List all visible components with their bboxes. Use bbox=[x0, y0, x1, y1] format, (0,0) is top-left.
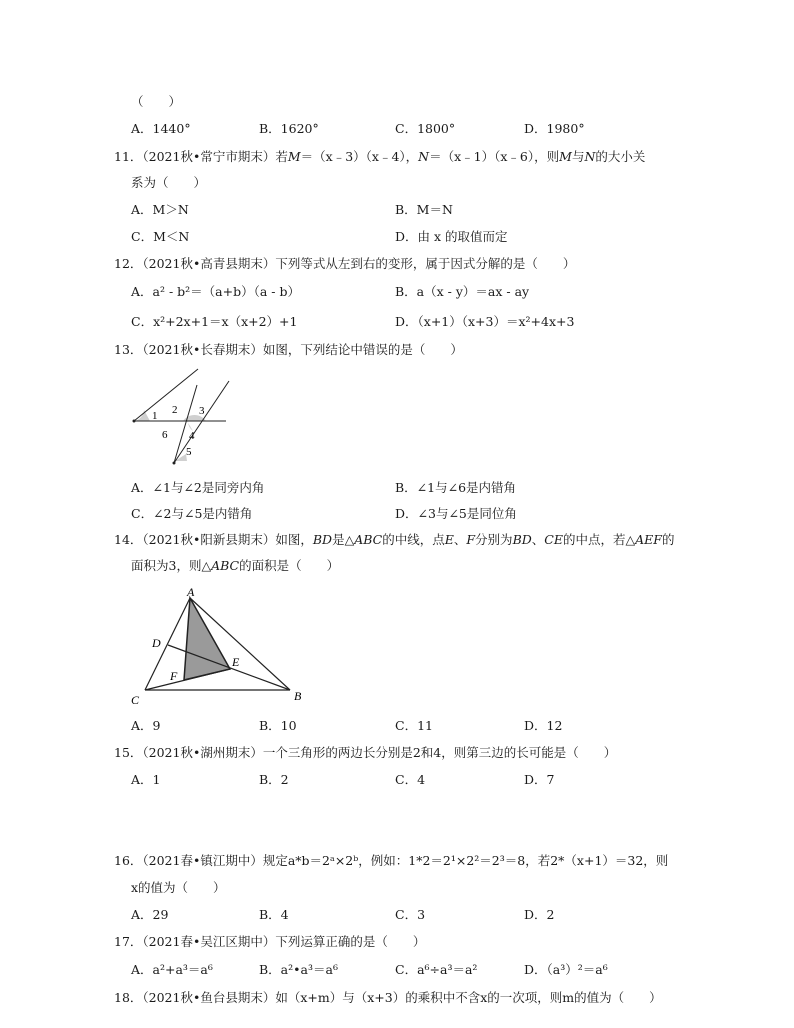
q16-option-d: D．2 bbox=[524, 907, 555, 922]
q13-label-5: 5 bbox=[186, 446, 192, 458]
q12-option-d: D．（x+1）（x+3）＝x²+4x+3 bbox=[395, 314, 575, 329]
q13-label-6: 6 bbox=[162, 429, 168, 441]
q13-option-d: D．∠3与∠5是同位角 bbox=[395, 506, 517, 521]
q13-option-c: C．∠2与∠5是内错角 bbox=[131, 506, 253, 521]
q14-label-b: B bbox=[294, 689, 302, 703]
q15-option-a: A．1 bbox=[131, 772, 161, 787]
q17-option-d: D．（a³）²＝a⁶ bbox=[524, 962, 608, 977]
q10-continuation: （ ） bbox=[131, 94, 182, 109]
q11-option-b: B．M＝N bbox=[395, 202, 453, 217]
q16-stem-continuation: x的值为（ ） bbox=[131, 880, 226, 895]
q14-option-b: B．10 bbox=[259, 718, 297, 733]
q11-option-a: A．M＞N bbox=[131, 202, 189, 217]
q13-stem: 13．（2021秋•长春期末）如图，下列结论中错误的是（ ） bbox=[114, 342, 463, 357]
q14-label-a: A bbox=[187, 585, 195, 599]
q14-label-e: E bbox=[232, 655, 240, 669]
q14-option-d: D．12 bbox=[524, 718, 563, 733]
q11-option-d: D．由 x 的取值而定 bbox=[395, 229, 508, 244]
q17-option-b: B．a²•a³＝a⁶ bbox=[259, 962, 338, 977]
q14-option-c: C．11 bbox=[395, 718, 433, 733]
q10-option-a: A．1440° bbox=[131, 121, 191, 136]
q16-option-b: B．4 bbox=[259, 907, 289, 922]
q13-option-b: B．∠1与∠6是内错角 bbox=[395, 480, 517, 495]
q15-stem: 15．（2021秋•湖州期末）一个三角形的两边长分别是2和4，则第三边的长可能是（ ） bbox=[114, 745, 617, 760]
q13-angle-figure bbox=[126, 365, 236, 467]
q17-stem: 17．（2021春•吴江区期中）下列运算正确的是（ ） bbox=[114, 934, 426, 949]
q16-option-c: C．3 bbox=[395, 907, 426, 922]
q14-label-d: D bbox=[152, 636, 161, 650]
q13-label-1: 1 bbox=[152, 410, 158, 422]
q13-option-a: A．∠1与∠2是同旁内角 bbox=[131, 480, 265, 495]
q11-stem: 11．（2021秋•常宁市期末）若M＝（x﹣3）（x﹣4），N＝（x﹣1）（x﹣6），则M与N的大小关 bbox=[114, 149, 646, 164]
q17-option-c: C．a⁶÷a³＝a² bbox=[395, 962, 478, 977]
q16-option-a: A．29 bbox=[131, 907, 169, 922]
q13-label-4: 4 bbox=[189, 430, 195, 442]
q15-option-d: D．7 bbox=[524, 772, 555, 787]
q15-option-b: B．2 bbox=[259, 772, 289, 787]
q12-option-c: C．x²+2x+1＝x（x+2）+1 bbox=[131, 314, 298, 329]
q10-option-c: C．1800° bbox=[395, 121, 456, 136]
q11-option-c: C．M＜N bbox=[131, 229, 190, 244]
q11-stem-continuation: 系为（ ） bbox=[131, 175, 207, 190]
q13-label-2: 2 bbox=[172, 404, 178, 416]
q16-stem: 16．（2021春•镇江期中）规定a*b＝2ᵃ×2ᵇ，例如：1*2＝2¹×2²＝2³＝8，若2*（x+1）＝32，则 bbox=[114, 853, 669, 868]
q14-option-a: A．9 bbox=[131, 718, 161, 733]
q15-option-c: C．4 bbox=[395, 772, 426, 787]
q12-option-b: B．a（x - y）＝ax - ay bbox=[395, 284, 530, 299]
q14-stem: 14．（2021秋•阳新县期末）如图，BD是△ABC的中线，点E、F分别为BD、CE的中点，若△AEF的 bbox=[114, 532, 675, 547]
q14-label-c: C bbox=[131, 693, 140, 706]
q14-stem-continuation: 面积为3，则△ABC的面积是（ ） bbox=[131, 558, 340, 573]
q17-option-a: A．a²+a³＝a⁶ bbox=[131, 962, 213, 977]
q10-option-d: D．1980° bbox=[524, 121, 585, 136]
q10-option-b: B．1620° bbox=[259, 121, 319, 136]
q12-option-a: A．a² - b²＝（a+b）（a - b） bbox=[131, 284, 300, 299]
q18-stem: 18．（2021秋•鱼台县期末）如（x+m）与（x+3）的乘积中不含x的一次项，则m的值为（ ） bbox=[114, 990, 662, 1005]
q12-stem: 12．（2021秋•高青县期末）下列等式从左到右的变形，属于因式分解的是（ ） bbox=[114, 256, 576, 271]
q14-triangle-figure bbox=[126, 584, 316, 706]
q13-label-3: 3 bbox=[199, 405, 205, 417]
q14-label-f: F bbox=[170, 669, 178, 683]
